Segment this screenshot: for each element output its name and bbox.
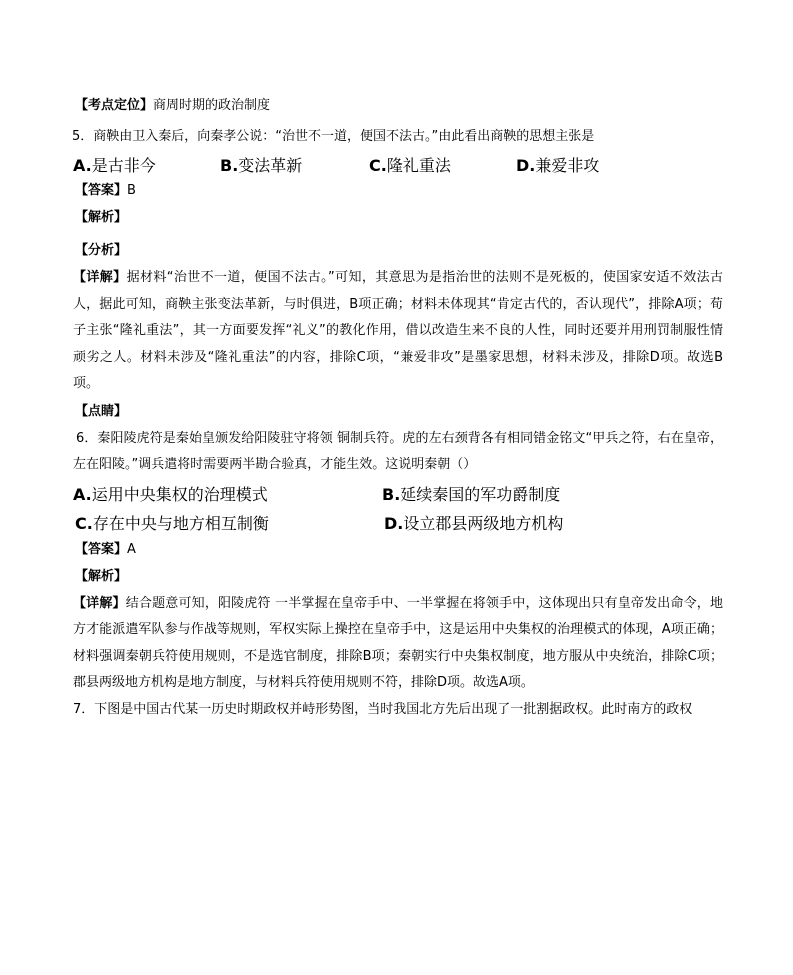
q6-option-c: C.存在中央与地方相互制衡 [75, 513, 269, 533]
q6-option-b: B.延续秦国的军功爵制度 [382, 484, 561, 504]
q5-fenxi [73, 232, 723, 266]
detail-tag: 【详解】 [73, 270, 127, 285]
q5-option-d: D.兼爱非攻 [516, 156, 600, 175]
q7-stem: 7．下图是中国古代某一历史时期政权并峙形势图，当时我国北方先后出现了一批割据政权。此时南方的政权 [73, 701, 693, 717]
q5-analysis [73, 205, 723, 232]
detail-tag: 【详解】 [73, 595, 126, 611]
kaodian-text: 商周时期的政治制度 [153, 98, 271, 113]
q6-option-d: D.设立郡县两级地方机构 [384, 513, 564, 533]
fenxi-tag: 【分析】 [75, 243, 128, 258]
q6-options-row1 [73, 479, 723, 508]
q5-option-c: C.隆礼重法 [369, 156, 451, 175]
q6-answer [73, 537, 723, 564]
q6-detail [73, 591, 723, 697]
analysis-tag: 【解析】 [75, 210, 128, 225]
answer-tag: 【答案】 [75, 541, 128, 557]
answer-value: A [127, 541, 136, 557]
q6-options-row2 [73, 508, 723, 537]
q5-options [73, 151, 723, 178]
q5-stem-text: 5．商鞅由卫入秦后，向秦孝公说：“治世不一道，便国不法古。”由此看出商鞅的思想主张是 [72, 129, 595, 144]
answer-tag: 【答案】 [75, 183, 128, 198]
document-page [73, 95, 723, 723]
q6-option-a: A.运用中央集权的治理模式 [73, 484, 268, 504]
q6-detail-text: 结合题意可知，阳陵虎符 一半掌握在皇帝手中、一半掌握在将领手中，这体现出只有皇帝发出命令，地方才能派遣军队参与作战等规则，军权实际上操控在皇帝手中，这是运用中央集权的治理模式的体现，A项正确；材料强调秦朝兵符使用规则，不是选官制度，排除B项；秦朝实行中央集权制度，地方服从中央统治，排除C项；郡县两级地方机构是地方制度，与材料兵符使用规则不符，排除D项。故选A项。 [73, 595, 723, 690]
q5-detail-text: 据材料“治世不一道，便国不法古。”可知，其意思为是指治世的法则不是死板的，使国家安适不效法古人，据此可知，商鞅主张变法革新，与时俱进，B项正确；材料未体现其“肯定古代的，否认现代”，排除A项；荀子主张“隆礼重法”，其一方面要发挥“礼义”的教化作用，借以改造生来不良的人性，同时还要并用刑罚制服性情顽劣之人。材料未涉及“隆礼重法”的内容，排除C项，“兼爱非攻”是墨家思想，材料未涉及，排除D项。故选B项。 [73, 270, 723, 391]
kaodian-tag: 【考点定位】 [75, 98, 154, 113]
q5-dianjing [73, 398, 723, 426]
q6-analysis [73, 564, 723, 591]
analysis-tag: 【解析】 [75, 568, 128, 584]
q4-footer [73, 95, 723, 124]
q5-answer [73, 178, 723, 205]
q5-stem [73, 124, 723, 151]
q5-option-b: B.变法革新 [220, 156, 303, 175]
dianjing-tag: 【点睛】 [75, 403, 128, 419]
answer-value: B [127, 183, 136, 198]
q6-stem: 6．秦阳陵虎符是秦始皇颁发给阳陵驻守将领 铜制兵符。虎的左右颈背各有相同错金铭文“甲兵之符，右在皇帝，左在阳陵。”调兵遣将时需要两半勘合验真，才能生效。这说明秦朝（） [73, 430, 723, 472]
q5-detail [73, 265, 723, 398]
q5-option-a: A.是古非今 [73, 156, 156, 175]
